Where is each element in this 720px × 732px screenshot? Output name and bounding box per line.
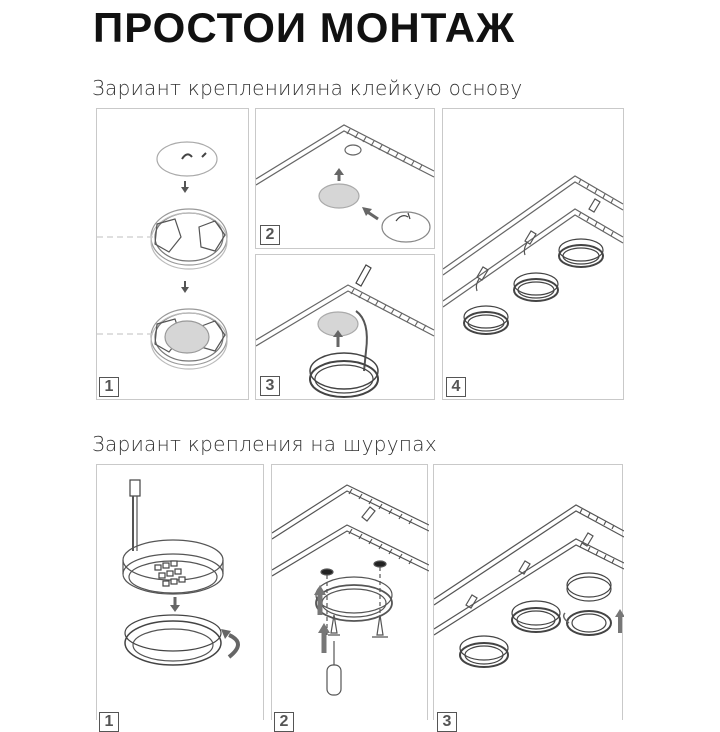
mounted-lights-illustration: [443, 109, 625, 401]
step-number: 3: [437, 712, 457, 732]
step-panel-adhesive-3: [255, 254, 435, 400]
step-panel-screws-1: [96, 464, 264, 730]
step-panel-screws-3: [433, 464, 623, 730]
section-heading-screws: Зариант крепления на шурупах: [92, 432, 437, 456]
cover-attach-illustration: [434, 465, 624, 721]
step-panel-adhesive-2: [255, 108, 435, 249]
step-number: 1: [99, 712, 119, 732]
step-panel-adhesive-1: [96, 108, 249, 400]
step-number: 1: [99, 377, 119, 397]
adhesive-pad-illustration: [97, 109, 250, 401]
light-mounting-illustration: [256, 255, 436, 401]
cover-removal-illustration: [97, 465, 265, 721]
step-panel-adhesive-4: [442, 108, 624, 400]
section-heading-adhesive: Зариант креплениияна клейкую основу: [92, 76, 523, 100]
step-number: 3: [260, 376, 280, 396]
step-panel-screws-2: [271, 464, 428, 730]
step-number: 2: [260, 225, 280, 245]
screw-mounting-illustration: [272, 465, 429, 721]
cabinet-pad-illustration: [256, 109, 436, 250]
step-number: 2: [274, 712, 294, 732]
page-title: ПРОСТОИ МОНТАЖ: [93, 4, 516, 51]
step-number: 4: [446, 377, 466, 397]
